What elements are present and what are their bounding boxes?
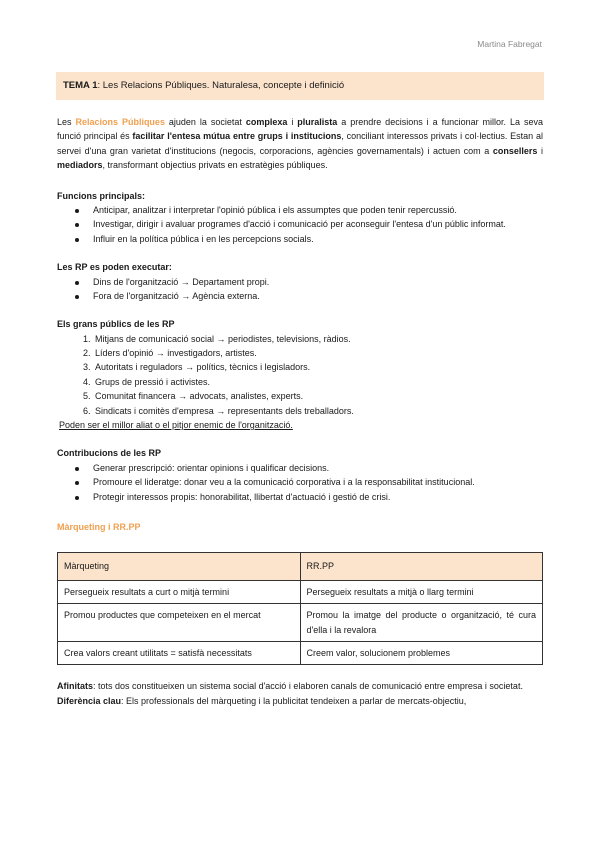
highlight-term: Relacions Públiques [75,117,165,127]
list-item: Investigar, dirigir i avaluar programes d'acció i comunicació per aconseguir l'entesa d'un públic informat. [93,217,543,231]
table-header: Màrqueting [58,553,301,580]
list-item: Anticipar, analitzar i interpretar l'opinió pública i els assumptes que poden tenir repercussió. [93,203,543,217]
list-item: 1. Mitjans de comunicació social → periodistes, televisions, ràdios. [93,332,543,346]
comparison-table [57,552,543,665]
publics-note: Poden ser el millor aliat o el pitjor enemic de l'organització. [59,420,293,431]
table-cell: Persegueix resultats a mitjà o llarg termini [300,580,543,603]
topic-title: : Les Relacions Públiques. Naturalesa, concepte i definició [97,80,345,92]
topic-number: TEMA 1 [63,80,98,92]
list-item: Protegir interessos propis: honorabilitat, llibertat d'actuació i gestió de crisi. [93,490,543,504]
table-row [58,641,543,664]
author-name: Martina Fabregat [477,39,542,49]
document-body [57,115,543,708]
table-cell: Promou productes que competeixen en el mercat [58,604,301,642]
diferencia-paragraph: Diferència clau: Els professionals del màrqueting i la publicitat tendeixen a parlar de mercats-objectiu, [57,695,467,706]
table-cell: Persegueix resultats a curt o mitjà termini [58,580,301,603]
list-item: 4. Grups de pressió i activistes. [93,375,543,389]
table-row [58,580,543,603]
list-item: Generar prescripció: orientar opinions i qualificar decisions. [93,461,543,475]
table-header: RR.PP [300,553,543,580]
diferencia-label: Diferència clau [57,695,122,706]
contribucions-list [57,461,543,504]
publics-list [57,332,543,418]
intro-paragraph: Les Relacions Públiques ajuden la societat complexa i pluralista a prendre decisions i a funcionar millor. La seva funció principal és facilitar l'entesa mútua entre grups i institucions, conciliant interessos privats i col·lectius. Estan al servei d'una gran varietat d'institucions (negocis, corporacions, agències governamentals) i actuen com a consellers i mediadors, transformant objectius privats en estratègies públiques. [57,117,543,171]
topic-title-band [56,72,544,100]
afinitats-label: Afinitats [57,681,93,692]
table-cell: Promou la imatge del producte o organització, té cura d'ella i la revalora [300,604,543,642]
table-header-row [58,553,543,580]
list-item: 2. Líders d'opinió → investigadors, artistes. [93,346,543,360]
list-item: Promoure el lideratge: donar veu a la comunicació corporativa i a la responsabilitat institucional. [93,475,543,489]
list-item: Dins de l'organització → Departament propi. [93,275,543,289]
section-title-funcions: Funcions principals: [57,190,146,201]
section-title-marqueting: Màrqueting i RR.PP [57,521,141,532]
list-item: 3. Autoritats i reguladors → polítics, tècnics i legisladors. [93,360,543,374]
section-title-publics: Els grans públics de les RP [57,319,175,330]
list-item: 6. Sindicats i comitès d'empresa → representants dels treballadors. [93,404,543,418]
section-title-executar: Les RP es poden executar: [57,262,172,273]
list-item: Influir en la política pública i en les percepcions socials. [93,232,543,246]
list-item: 5. Comunitat financera → advocats, analistes, experts. [93,389,543,403]
table-cell: Crea valors creant utilitats = satisfà necessitats [58,641,301,664]
executar-list [57,275,543,304]
funcions-list [57,203,543,246]
table-cell: Creem valor, solucionem problemes [300,641,543,664]
afinitats-paragraph: Afinitats: tots dos constitueixen un sistema social d'acció i elaboren canals de comunicació entre empresa i societat. [57,681,523,692]
section-title-contribucions: Contribucions de les RP [57,448,162,459]
table-row [58,604,543,642]
list-item: Fora de l'organització → Agència externa. [93,289,543,303]
